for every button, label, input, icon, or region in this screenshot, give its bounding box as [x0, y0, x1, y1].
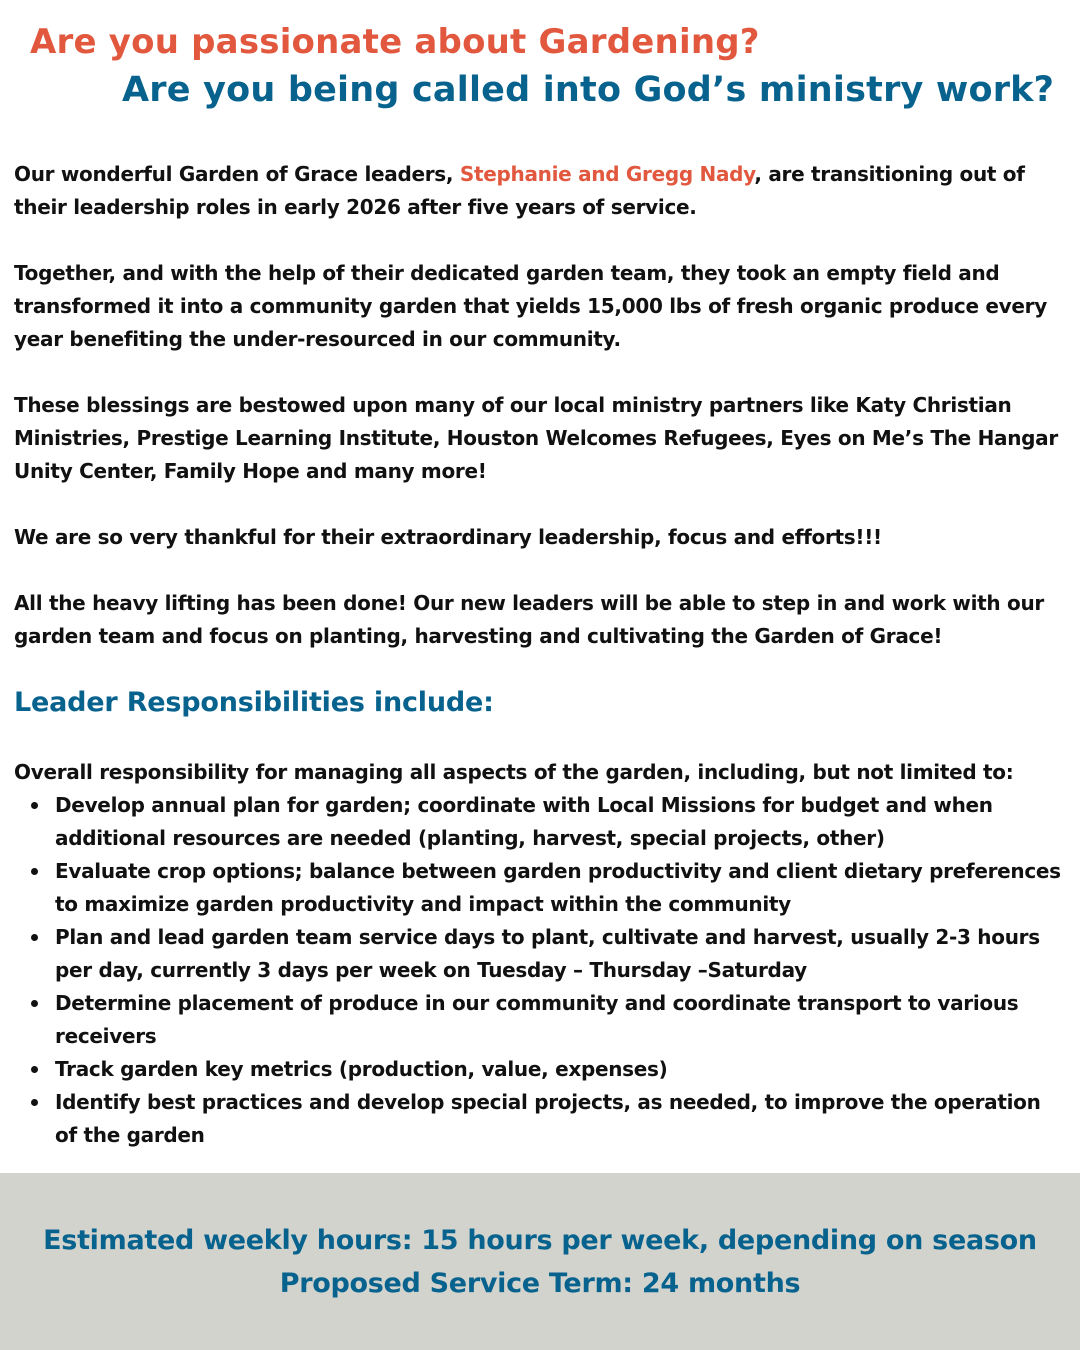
responsibility-item: Evaluate crop options; balance between garden productivity and client dietary preferences to maximize garden productivity and impact within the community — [55, 855, 1064, 921]
responsibility-item: Develop annual plan for garden; coordinate with Local Missions for budget and when additional resources are needed (planting, harvest, special projects, other) — [55, 789, 1064, 855]
intro-paragraph-new-leaders: All the heavy lifting has been done! Our new leaders will be able to step in and work with our garden team and focus on planting, harvesting and cultivating the Garden of Grace! — [14, 591, 1044, 648]
headline-gardening-question: Are you passionate about Gardening? — [30, 22, 760, 62]
leader-names: Stephanie and Gregg Nady — [459, 162, 755, 186]
responsibility-item: Track garden key metrics (production, value, expenses) — [55, 1053, 1064, 1086]
responsibility-item: Determine placement of produce in our community and coordinate transport to various receivers — [55, 987, 1064, 1053]
intro-paragraph-leaders — [14, 158, 1064, 224]
intro-paragraph-partners: These blessings are bestowed upon many of our local ministry partners like Katy Christian Ministries, Prestige Learning Institute, Houston Welcomes Refugees, Eyes on Me’s The Hangar Unity Center, Family Hope and many more! — [14, 393, 1058, 483]
responsibilities-list — [14, 789, 1064, 1152]
responsibilities-heading: Leader Responsibilities include: — [14, 687, 494, 718]
headline-ministry-question: Are you being called into God’s ministry work? — [122, 70, 1055, 110]
intro-paragraph-thanks: We are so very thankful for their extraordinary leadership, focus and efforts!!! — [14, 525, 882, 549]
footer-panel — [0, 1173, 1080, 1350]
service-term: Proposed Service Term: 24 months — [279, 1268, 801, 1299]
intro-text-end: , are transitioning out of their leadership roles in early 2026 after five years of service. — [14, 162, 1025, 219]
intro-paragraph-garden: Together, and with the help of their dedicated garden team, they took an empty field and transformed it into a community garden that yields 15,000 lbs of fresh organic produce every year benefiting the under-resourced in our community. — [14, 261, 1047, 351]
intro-text-start: Our wonderful Garden of Grace leaders, — [14, 162, 460, 186]
weekly-hours: Estimated weekly hours: 15 hours per week, depending on season — [43, 1225, 1037, 1256]
responsibilities-lead: Overall responsibility for managing all aspects of the garden, including, but not limited to: — [14, 760, 1014, 784]
responsibility-item: Identify best practices and develop special projects, as needed, to improve the operation of the garden — [55, 1086, 1064, 1152]
responsibility-item: Plan and lead garden team service days to plant, cultivate and harvest, usually 2-3 hours per day, currently 3 days per week on Tuesday – Thursday –Saturday — [55, 921, 1064, 987]
main-content — [14, 158, 1064, 1152]
